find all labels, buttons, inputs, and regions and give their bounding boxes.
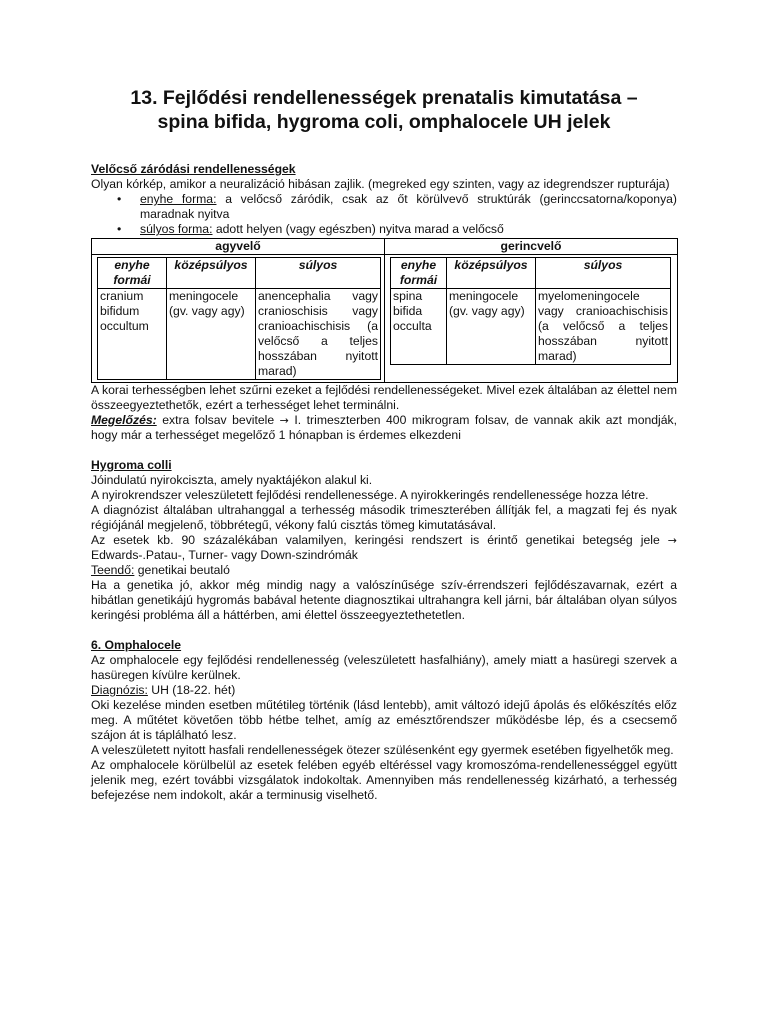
prevention-paragraph xyxy=(91,413,677,443)
spinal-cord-cell xyxy=(385,255,678,383)
prevention-text-b: I. trimeszterben 400 mikrogram folsav, de vannak akik azt mondják, hogy már a terhességet megelőző 1 hónapban is érdemes elkezdeni xyxy=(91,413,677,442)
bullet-icon: • xyxy=(117,222,122,236)
brain-header: agyvelő xyxy=(92,239,385,255)
section-heading-omphalocele: 6. Omphalocele xyxy=(91,638,182,652)
document-page xyxy=(91,86,677,803)
hygroma-todo xyxy=(91,563,677,578)
form-list xyxy=(91,192,677,237)
bullet-label: enyhe forma: xyxy=(140,192,217,206)
list-item xyxy=(117,192,677,222)
title-line-1: 13. Fejlődési rendellenességek prenatalis kimutatása – xyxy=(130,87,638,109)
cell-moderate: meningocele (gv. vagy agy) xyxy=(167,289,256,380)
omphalocele-p3: A veleszületett nyitott hasfali rendellenességek ötezer szülésenként egy gyermek esetében figyelhetők meg. xyxy=(91,743,674,757)
todo-label: Teendő: xyxy=(91,563,135,577)
title-line-2: spina bifida, hygroma coli, omphalocele UH jelek xyxy=(157,111,611,133)
cell-severe: anencephalia vagy cranioschisis vagy cranioachischisis (a velőcső a teljes hosszában nyitott marad) xyxy=(256,289,381,380)
hygroma-p4-text-a: Az esetek kb. 90 százalékában valamilyen, keringési rendszert is érintő genetikai betegség jele xyxy=(91,533,668,547)
spinal-subtable xyxy=(390,257,671,365)
bullet-label: súlyos forma: xyxy=(140,222,213,236)
hygroma-p5: Ha a genetika jó, akkor még mindig nagy a valószínűsége szív-érrendszeri fejlődészavarnak, ezért a hibátlan genetikájú hygromás babával hetente diagnosztikai ultrahangra kell járni, bár általában olyan súlyos keringési probléma áll a háttérben, ami élettel összeegyeztethetetlen. xyxy=(91,578,677,622)
col-head-mild: enyhe formái xyxy=(98,258,167,289)
cell-mild: cranium bifidum occultum xyxy=(98,289,167,380)
section-heading-neural-tube: Velőcső záródási rendellenességek xyxy=(91,162,296,176)
hygroma-p4 xyxy=(91,533,677,563)
col-head-severe: súlyos xyxy=(256,258,381,289)
section-intro: Olyan kórkép, amikor a neuralizáció hibásan zajlik. (megreked egy szinten, vagy az idegrendszer rupturája) xyxy=(91,177,670,191)
omphalocele-p1: Az omphalocele egy fejlődési rendellenesség (veleszületett hasfalhiány), amely miatt a hasüregi szervek a hasüregen kívülre kerülnek. xyxy=(91,653,677,682)
arrow-right-icon: → xyxy=(279,414,289,427)
arrow-right-icon: → xyxy=(667,534,677,547)
brain-cell xyxy=(92,255,385,383)
bullet-text: a velőcső záródik, csak az őt körülvevő struktúrák (gerinccsatorna/koponya) maradnak nyitva xyxy=(140,192,677,221)
col-head-mild: enyhe formái xyxy=(391,258,447,289)
list-item xyxy=(117,222,677,237)
col-head-moderate: középsúlyos xyxy=(447,258,536,289)
diagnosis-label: Diagnózis: xyxy=(91,683,148,697)
malformation-table xyxy=(91,238,678,383)
col-head-severe: súlyos xyxy=(536,258,671,289)
todo-text: genetikai beutaló xyxy=(134,563,230,577)
hygroma-p2: A nyirokrendszer veleszületett fejlődési rendellenessége. A nyirokkeringés rendellenessége hozza létre. xyxy=(91,488,649,502)
omphalocele-p2: Oki kezelése minden esetben műtétileg történik (lásd lentebb), amit változó idejű ápolás és előkészítés előz meg. A műtétet követően több hétbe telhet, amíg az emésztőrendszer működésbe lép, és a csecsemő szájon át is táplálható lesz. xyxy=(91,698,677,742)
omphalocele-diagnosis xyxy=(91,683,677,698)
cell-moderate: meningocele (gv. vagy agy) xyxy=(447,289,536,365)
page-title xyxy=(91,86,677,134)
hygroma-p1: Jóindulatú nyirokciszta, amely nyaktájékon alakul ki. xyxy=(91,473,373,487)
brain-subtable xyxy=(97,257,381,380)
bullet-icon: • xyxy=(117,192,122,206)
prevention-text-a: extra folsav bevitele xyxy=(156,413,280,427)
hygroma-p3: A diagnózist általában ultrahanggal a terhesség második trimeszterében állítják fel, a magzati fej és nyak régiójánál megjelenő, többrétegű, vékony falú cisztás tömeg kimutatásával. xyxy=(91,503,677,532)
col-head-moderate: középsúlyos xyxy=(167,258,256,289)
section-heading-hygroma: Hygroma colli xyxy=(91,458,172,472)
omphalocele-p4: Az omphalocele körülbelül az esetek felében egyéb eltéréssel vagy kromoszóma-rendellenességgel együtt jelenik meg, ezért további vizsgálatok indokoltak. Amennyiben más rendellenesség kizárható, a terhesség befejezése nem indokolt, akár a terminusig viselhető. xyxy=(91,758,677,802)
bullet-text: adott helyen (vagy egészben) nyitva marad a velőcső xyxy=(212,222,504,236)
prevention-label: Megelőzés: xyxy=(91,413,157,427)
spinal-cord-header: gerincvelő xyxy=(385,239,678,255)
screening-paragraph: A korai terhességben lehet szűrni ezeket a fejlődési rendellenességeket. Mivel ezek általában az élettel nem összeegyeztethetők, ezért a terhességet lehet terminálni. xyxy=(91,383,677,412)
hygroma-p4-text-b: Edwards-.Patau-, Turner- vagy Down-szindrómák xyxy=(91,548,358,562)
cell-severe: myelomeningocele vagy cranioachischisis (a velőcső a teljes hosszában nyitott marad) xyxy=(536,289,671,365)
cell-mild: spina bifida occulta xyxy=(391,289,447,365)
diagnosis-text: UH (18-22. hét) xyxy=(147,683,236,697)
